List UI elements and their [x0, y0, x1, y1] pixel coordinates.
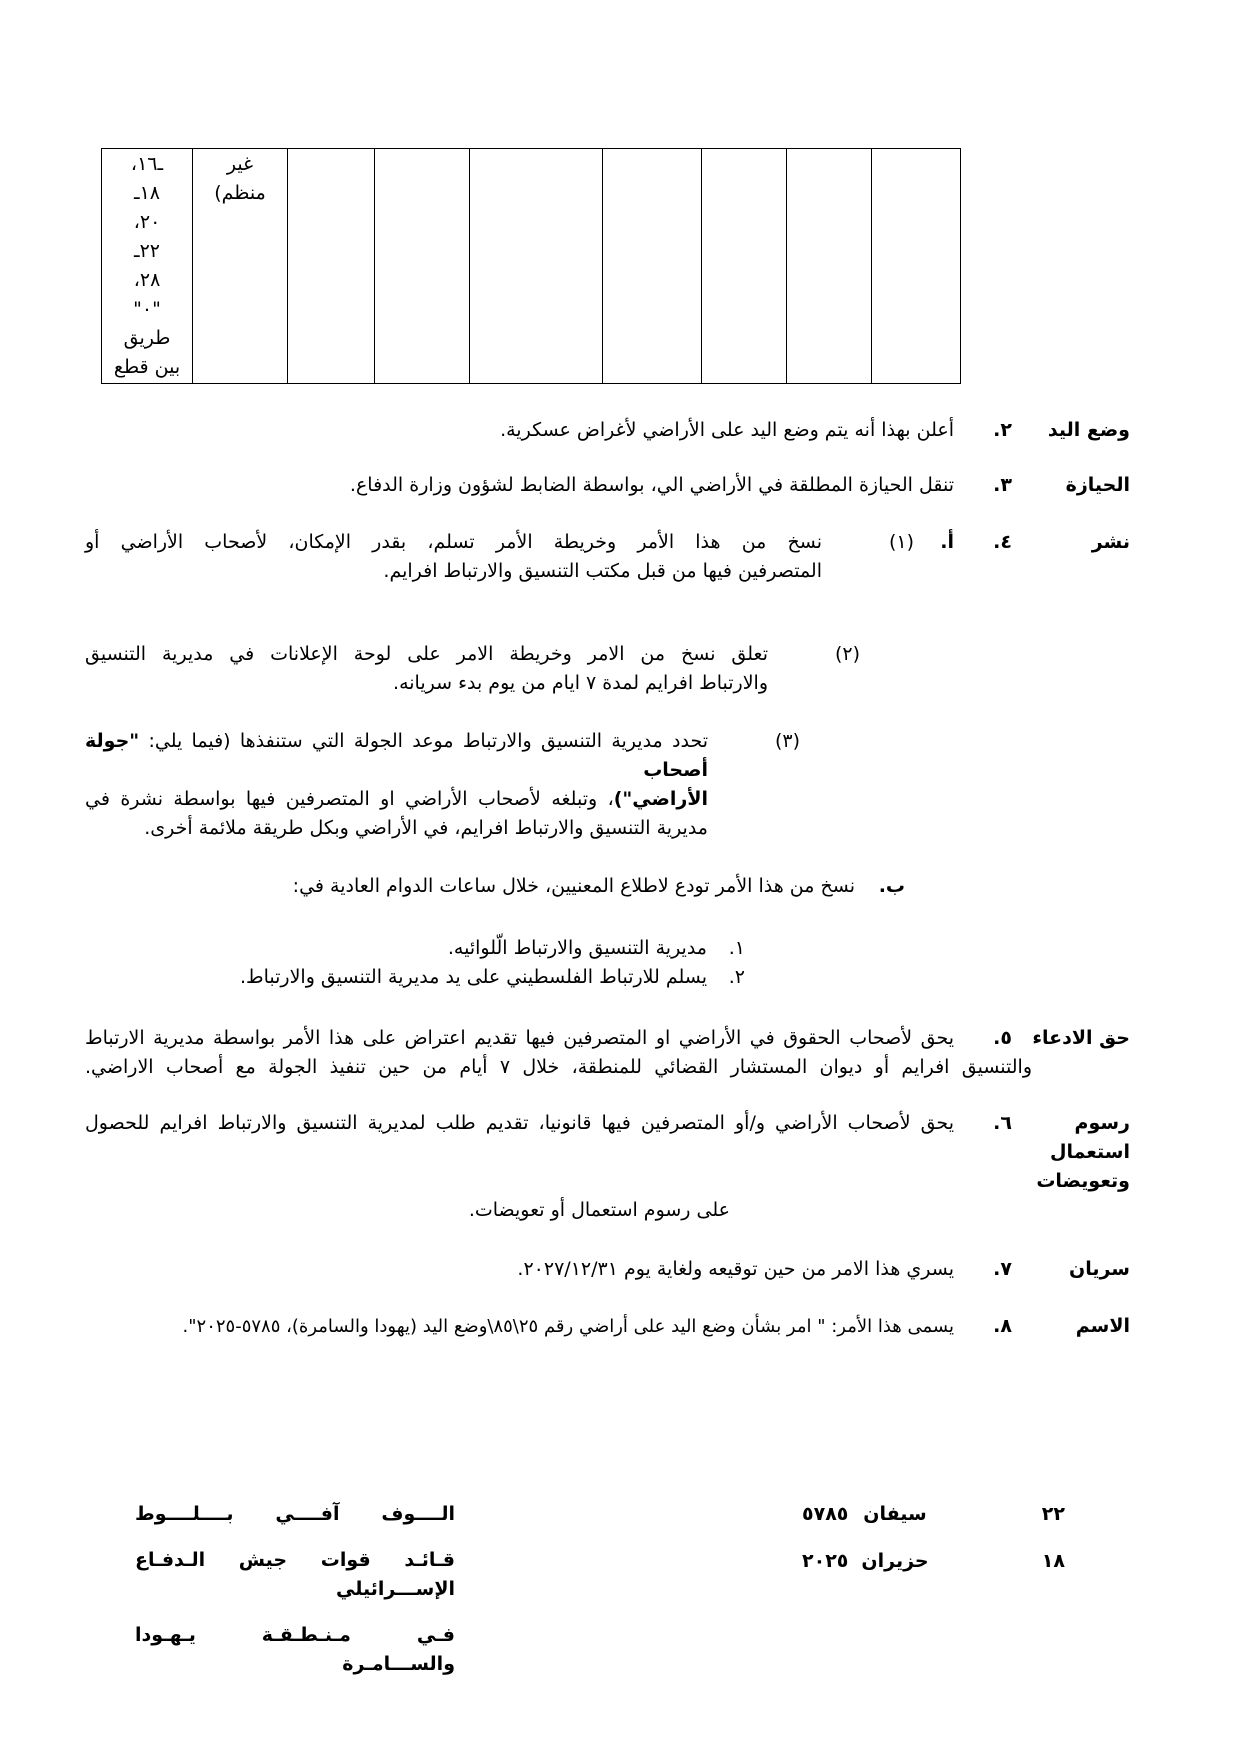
list-item-number: ٢.: [728, 966, 745, 988]
label-line: رسوم: [1074, 1112, 1130, 1134]
document-content: [85, 0, 1130, 1696]
section-number: ٢.: [993, 419, 1012, 441]
hebrew-date: [802, 1500, 1065, 1529]
tour-term-bold: الأراضي"): [613, 788, 708, 810]
list-item-text: يسلم للارتباط الفلسطيني على يد مديرية التنسيق والارتباط.: [239, 966, 707, 988]
section-body: يسري هذا الامر من حين توقيعه ولغاية يوم ٢٠٢٧/١٢/٣١.: [517, 1258, 954, 1280]
body-line: [85, 727, 708, 785]
table-cell-empty-5: [470, 149, 603, 384]
table-cell-empty-3: [702, 149, 787, 384]
gregorian-date: [802, 1547, 1065, 1576]
body-line: مديرية التنسيق والارتباط افرايم، في الأراضي وبكل طريقة ملائمة أخرى.: [144, 817, 708, 839]
subsection-marker-1: (١): [888, 531, 914, 553]
section-number: ٣.: [993, 474, 1012, 496]
section-name: [85, 1312, 1130, 1341]
signatory-name: الــــوف آفــــي بــــلــــوط: [135, 1503, 455, 1525]
list-item: [85, 963, 1130, 992]
section-label: الاسم: [1075, 1315, 1130, 1337]
parcel-line: ٢٨،: [133, 269, 161, 291]
signatory-region: فـي مـنـطـقـة يـهـودا والســـامـرة: [135, 1624, 455, 1675]
parcel-line: ٢٠،: [133, 211, 161, 233]
table-cell-empty-2: [787, 149, 872, 384]
section-claim-right: [85, 1024, 1130, 1053]
body-text: ، وتبلغه لأصحاب الأراضي او المتصرفين فيها بواسطة نشرة في: [85, 788, 614, 810]
section-number: ٨.: [993, 1315, 1012, 1337]
signatory-role: قـائـد قوات جيش الـدفـاع الإســـرائيلي: [135, 1549, 455, 1600]
date-month: حزيران: [861, 1550, 929, 1572]
section-validity: [85, 1255, 1130, 1284]
signature-block: [85, 1500, 1130, 1696]
date-day: ٢٢: [1041, 1503, 1065, 1525]
tour-term-bold: "جولة أصحاب: [85, 730, 708, 781]
section-number: ٤.: [993, 531, 1012, 553]
list-item-text: مديرية التنسيق والارتباط الّلوائيه.: [447, 937, 707, 959]
section-fees: [85, 1109, 1130, 1196]
body-line: [85, 785, 708, 814]
subsection-marker-2: (٢): [834, 643, 860, 665]
subsection-body-b: نسخ من هذا الأمر تودع لاطلاع المعنيين، خلال ساعات الدوام العادية في:: [292, 875, 855, 897]
section-body: يحق لأصحاب الحقوق في الأراضي او المتصرفين فيها تقديم اعتراض على هذا الأمر بواسطة مديرية الارتباط: [85, 1027, 954, 1049]
table-cell-empty-1: [872, 149, 961, 384]
table-cell-empty-6: [375, 149, 470, 384]
subsection-letter-a: أ.: [940, 531, 954, 553]
subsection-body-1: [85, 528, 822, 586]
section-label: نشر: [1091, 531, 1130, 553]
table-row: [102, 149, 961, 384]
section-claim-right-continuation: والتنسيق افرايم أو ديوان المستشار القضائي للمنطقة، خلال ٧ أيام من حين تنفيذ الجولة مع أصحاب الاراضي.: [85, 1056, 1033, 1078]
date-day: ١٨: [1041, 1550, 1065, 1572]
subsection-b: [85, 872, 1130, 901]
parcels-table: [101, 148, 961, 384]
subsection-letter-b: ب.: [878, 875, 905, 897]
date-month: سيفان: [863, 1503, 927, 1525]
section-label: الحيازة: [1065, 474, 1130, 496]
label-line: وتعويضات: [1036, 1170, 1130, 1192]
table-cell-note: [193, 149, 288, 384]
list-item-number: ١.: [728, 937, 745, 959]
section-number: ٧.: [993, 1258, 1012, 1280]
subsection-body-2: [85, 640, 768, 698]
section-fees-continuation: على رسوم استعمال أو تعويضات.: [468, 1199, 730, 1221]
signature-titles: [135, 1500, 455, 1696]
body-line: نسخ من هذا الأمر وخريطة الأمر تسلم، بقدر الإمكان، لأصحاب الأراضي أو: [85, 531, 822, 553]
list-item: [85, 934, 1130, 963]
subsection-body-3: [85, 727, 708, 843]
date-year: ٢٠٢٥: [802, 1550, 849, 1572]
signature-dates: [802, 1500, 1065, 1696]
parcel-line: "٠": [133, 298, 161, 320]
note-line: منظم): [214, 182, 266, 204]
section-label: سريان: [1069, 1258, 1130, 1280]
label-line: استعمال: [1049, 1141, 1130, 1163]
body-text: تحدد مديرية التنسيق والارتباط موعد الجولة التي ستنفذها (فيما يلي:: [139, 730, 708, 752]
section-publication: [85, 528, 1130, 586]
subsection-3: [85, 727, 1130, 843]
section-body: تنقل الحيازة المطلقة في الأراضي الي، بواسطة الضابط لشؤون وزارة الدفاع.: [349, 474, 954, 496]
table-cell-empty-4: [603, 149, 702, 384]
section-body: يحق لأصحاب الأراضي و/أو المتصرفين فيها قانونيا، تقديم طلب لمديرية التنسيق والارتباط افرايم للحصول: [85, 1112, 954, 1134]
section-label: [1012, 1109, 1130, 1196]
section-number: ٦.: [993, 1112, 1012, 1134]
subsection-2: [85, 640, 1130, 698]
parcel-line: طريق: [123, 327, 171, 349]
section-label: حق الادعاء: [1032, 1027, 1130, 1049]
body-line: تعلق نسخ من الامر وخريطة الامر على لوحة الإعلانات في مديرية التنسيق: [85, 643, 768, 665]
body-line: المتصرفين فيها من قبل مكتب التنسيق والارتباط افرايم.: [383, 560, 822, 582]
body-line: والارتباط افرايم لمدة ٧ ايام من يوم بدء سريانه.: [393, 672, 768, 694]
parcel-line: ١٨ـ: [134, 182, 160, 204]
subsection-marker-3: (٣): [774, 730, 800, 752]
parcel-line: ٢٢ـ: [134, 240, 160, 262]
parcel-line: بين قطع: [113, 356, 181, 378]
section-seizure: [85, 416, 1130, 445]
parcel-line: ـ١٦،: [130, 153, 164, 175]
table-cell-empty-7: [288, 149, 375, 384]
date-year: ٥٧٨٥: [802, 1503, 849, 1525]
section-number: ٥.: [993, 1027, 1012, 1049]
section-body: أعلن بهذا أنه يتم وضع اليد على الأراضي لأغراض عسكرية.: [500, 419, 954, 441]
section-label: وضع اليد: [1047, 419, 1130, 441]
table-cell-parcel-numbers: [102, 149, 193, 384]
section-body: يسمى هذا الأمر: " امر بشأن وضع اليد على أراضي رقم ٢٥\٨٥\وضع اليد (يهودا والسامرة)، ٥٧٨٥-٢٠٢٥".: [182, 1316, 954, 1337]
note-line: غير: [226, 153, 254, 175]
section-possession: [85, 471, 1130, 500]
